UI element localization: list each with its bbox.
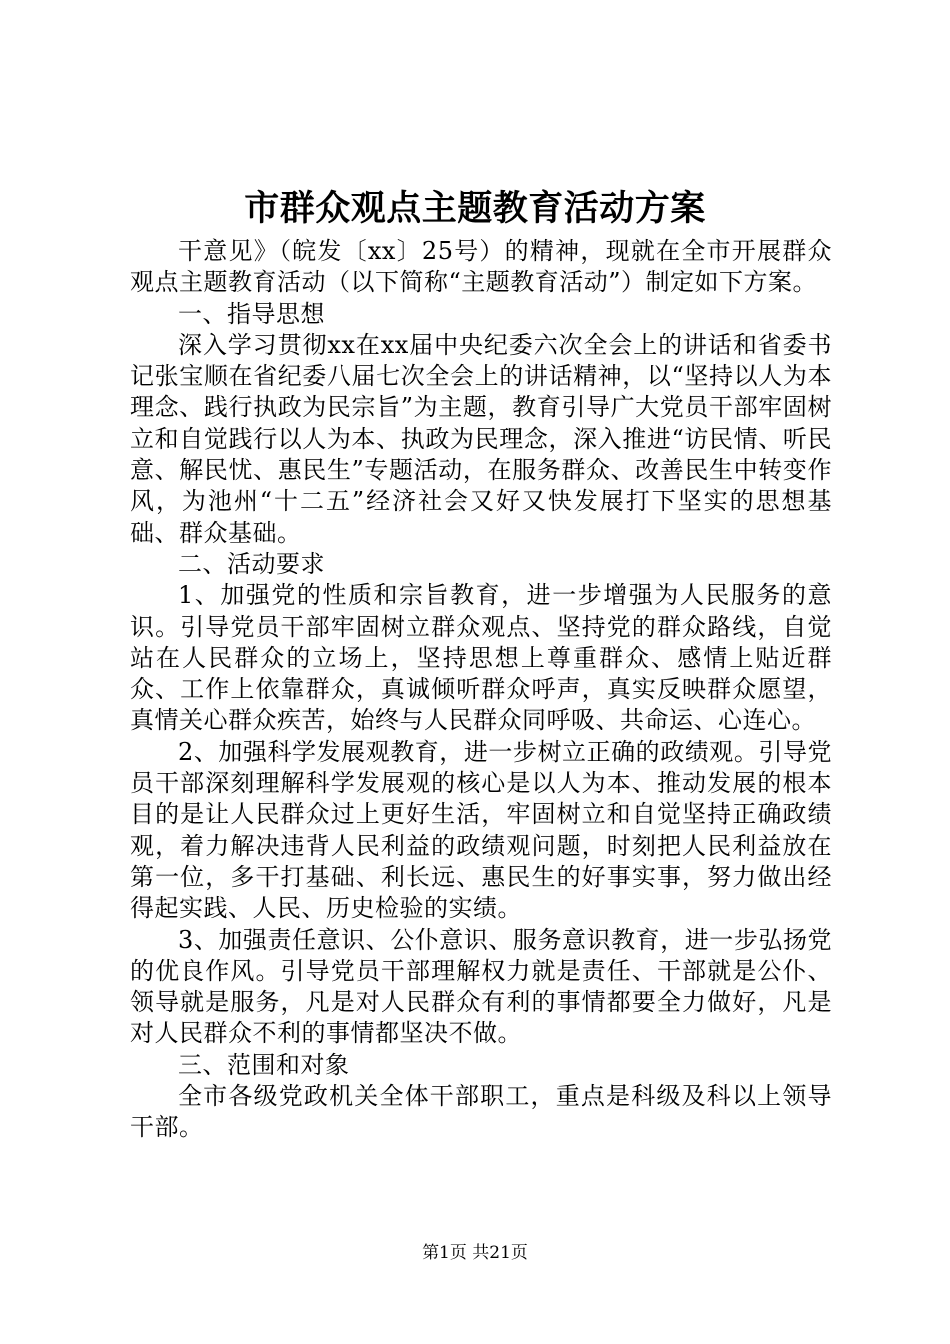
page-number-footer: 第1页 共21页 — [422, 1243, 528, 1263]
document-body — [130, 236, 832, 1144]
section-heading-activity-requirements: 二、活动要求 — [178, 549, 325, 578]
document-title: 市群众观点主题教育活动方案 — [244, 188, 706, 229]
paragraph-requirement-2: 2、加强科学发展观教育，进一步树立正确的政绩观。引导党员干部深刻理解科学发展观的核心是以人为本、推动发展的根本目的是让人民群众过上更好生活，牢固树立和自觉坚持正确政绩观，着力解决违背人民利益的政绩观问题，时刻把人民利益放在第一位，多干打基础、利长远、惠民生的好事实事，努力做出经得起实践、人民、历史检验的实绩。 — [130, 737, 832, 923]
paragraph-requirement-1: 1、加强党的性质和宗旨教育，进一步增强为人民服务的意识。引导党员干部牢固树立群众观点、坚持党的群众路线，自觉站在人民群众的立场上，坚持思想上尊重群众、感情上贴近群众、工作上依靠群众，真诚倾听群众呼声，真实反映群众愿望，真情关心群众疾苦，始终与人民群众同呼吸、共命运、心连心。 — [130, 581, 832, 735]
section-heading-guiding-ideology: 一、指导思想 — [178, 299, 325, 328]
paragraph-intro: 干意见》（皖发〔xx〕25号）的精神，现就在全市开展群众观点主题教育活动（以下简称“主题教育活动”）制定如下方案。 — [130, 237, 832, 297]
paragraph-guiding-ideology: 深入学习贯彻xx在xx届中央纪委六次全会上的讲话和省委书记张宝顺在省纪委八届七次全会上的讲话精神，以“坚持以人为本理念、践行执政为民宗旨”为主题，教育引导广大党员干部牢固树立和自觉践行以人为本、执政为民理念，深入推进“访民情、听民意、解民忧、惠民生”专题活动，在服务群众、改善民生中转变作风，为池州“十二五”经济社会又好又快发展打下坚实的思想基础、群众基础。 — [130, 330, 832, 547]
paragraph-scope: 全市各级党政机关全体干部职工，重点是科级及科以上领导干部。 — [130, 1082, 832, 1142]
paragraph-requirement-3: 3、加强责任意识、公仆意识、服务意识教育，进一步弘扬党的优良作风。引导党员干部理解权力就是责任、干部就是公仆、领导就是服务，凡是对人民群众有利的事情都要全力做好，凡是对人民群众不利的事情都坚决不做。 — [130, 925, 832, 1048]
section-heading-scope: 三、范围和对象 — [178, 1050, 350, 1079]
